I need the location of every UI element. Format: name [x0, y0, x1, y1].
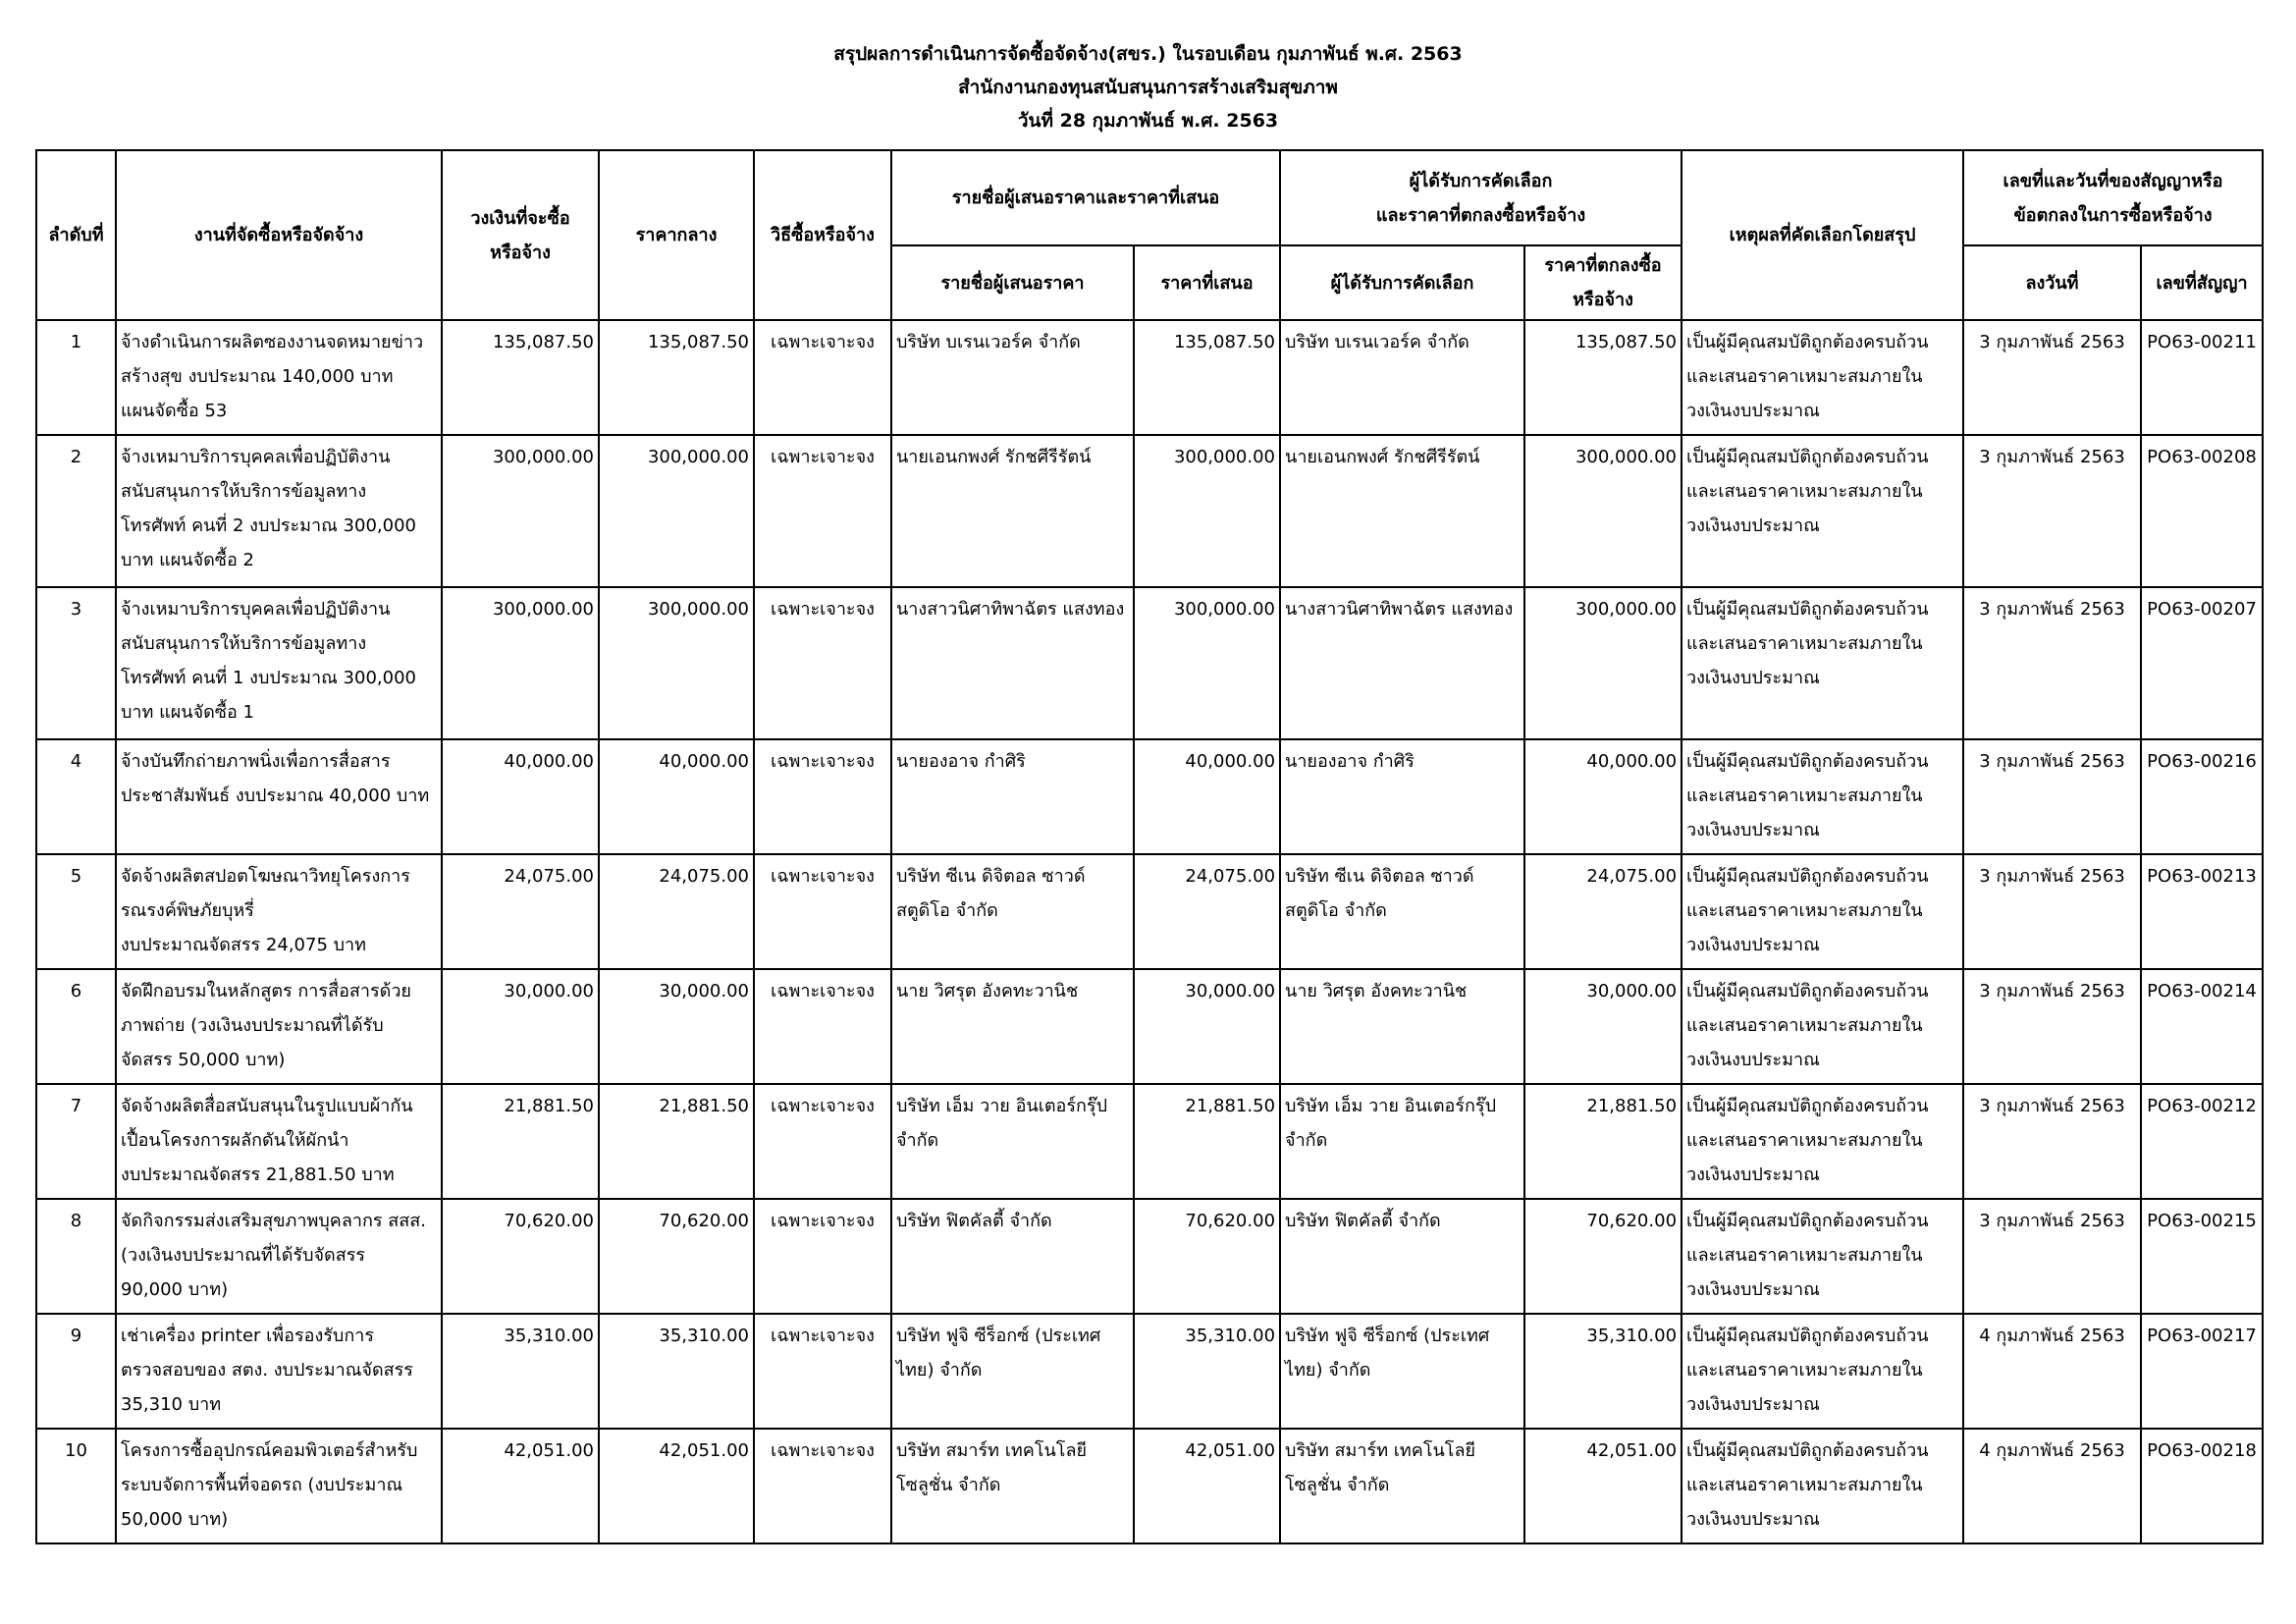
- cell-bid-price: 135,087.50: [1134, 320, 1280, 435]
- cell-bidder-name: บริษัท ฟิตคัลตี้ จำกัด: [891, 1199, 1134, 1314]
- col-header-contract-no: เลขที่สัญญา: [2141, 245, 2263, 320]
- cell-budget: 300,000.00: [442, 587, 599, 739]
- cell-contract-date: 3 กุมภาพันธ์ 2563: [1963, 1084, 2141, 1199]
- cell-method: เฉพาะเจาะจง: [754, 1314, 891, 1429]
- cell-contract-no: PO63-00218: [2141, 1429, 2263, 1543]
- cell-bid-price: 30,000.00: [1134, 969, 1280, 1084]
- cell-no: 5: [36, 854, 116, 969]
- cell-bidder-name: บริษัท ซีเน ดิจิตอล ซาวด์ สตูดิโอ จำกัด: [891, 854, 1134, 969]
- cell-method: เฉพาะเจาะจง: [754, 587, 891, 739]
- col-header-work: งานที่จัดซื้อหรือจัดจ้าง: [116, 150, 442, 320]
- cell-contract-date: 4 กุมภาพันธ์ 2563: [1963, 1314, 2141, 1429]
- col-header-no: ลำดับที่: [36, 150, 116, 320]
- cell-work: จัดจ้างผลิตสื่อสนับสนุนในรูปแบบผ้ากัน เปื้อนโครงการผลักดันให้ผักนำ งบประมาณจัดสรร 21,881.50 บาท: [116, 1084, 442, 1199]
- table-row: [36, 1314, 2263, 1429]
- col-header-contract-group: เลขที่และวันที่ของสัญญาหรือ ข้อตกลงในการซื้อหรือจ้าง: [1963, 150, 2263, 245]
- cell-no: 7: [36, 1084, 116, 1199]
- cell-agreed-price: 24,075.00: [1524, 854, 1682, 969]
- report-title: สรุปผลการดำเนินการจัดซื้อจัดจ้าง(สขร.) ในรอบเดือน กุมภาพันธ์ พ.ศ. 2563: [833, 43, 1463, 65]
- cell-work: จัดจ้างผลิตสปอตโฆษณาวิทยุโครงการ รณรงค์พิษภัยบุหรี่ งบประมาณจัดสรร 24,075 บาท: [116, 854, 442, 969]
- cell-work: โครงการซื้ออุปกรณ์คอมพิวเตอร์สำหรับ ระบบจัดการพื้นที่จอดรถ (งบประมาณ 50,000 บาท): [116, 1429, 442, 1543]
- cell-bid-price: 70,620.00: [1134, 1199, 1280, 1314]
- cell-work: จัดกิจกรรมส่งเสริมสุขภาพบุคลากร สสส. (วงเงินงบประมาณที่ได้รับจัดสรร 90,000 บาท): [116, 1199, 442, 1314]
- cell-agreed-price: 30,000.00: [1524, 969, 1682, 1084]
- cell-median-price: 70,620.00: [599, 1199, 754, 1314]
- cell-work: จ้างเหมาบริการบุคคลเพื่อปฏิบัติงาน สนับสนุนการให้บริการข้อมูลทาง โทรศัพท์ คนที่ 1 งบประมาณ 300,000 บาท แผนจัดซื้อ 1: [116, 587, 442, 739]
- cell-reason: เป็นผู้มีคุณสมบัติถูกต้องครบถ้วน และเสนอราคาเหมาะสมภายใน วงเงินงบประมาณ: [1682, 1199, 1963, 1314]
- cell-method: เฉพาะเจาะจง: [754, 969, 891, 1084]
- cell-bidder-name: บริษัท บเรนเวอร์ค จำกัด: [891, 320, 1134, 435]
- cell-selected-name: บริษัท เอ็ม วาย อินเตอร์กรุ๊ป จำกัด: [1280, 1084, 1524, 1199]
- cell-median-price: 21,881.50: [599, 1084, 754, 1199]
- cell-median-price: 30,000.00: [599, 969, 754, 1084]
- cell-contract-date: 3 กุมภาพันธ์ 2563: [1963, 1199, 2141, 1314]
- cell-median-price: 35,310.00: [599, 1314, 754, 1429]
- cell-median-price: 135,087.50: [599, 320, 754, 435]
- cell-selected-name: นายเอนกพงศ์ รักชศีรีรัตน์: [1280, 435, 1524, 587]
- cell-contract-date: 3 กุมภาพันธ์ 2563: [1963, 320, 2141, 435]
- cell-agreed-price: 42,051.00: [1524, 1429, 1682, 1543]
- cell-reason: เป็นผู้มีคุณสมบัติถูกต้องครบถ้วน และเสนอราคาเหมาะสมภายใน วงเงินงบประมาณ: [1682, 1314, 1963, 1429]
- cell-bidder-name: นาย วิศรุต อังคทะวานิช: [891, 969, 1134, 1084]
- cell-bidder-name: นายองอาจ กำศิริ: [891, 739, 1134, 854]
- cell-bid-price: 24,075.00: [1134, 854, 1280, 969]
- table-row: [36, 1084, 2263, 1199]
- cell-no: 9: [36, 1314, 116, 1429]
- cell-bid-price: 300,000.00: [1134, 587, 1280, 739]
- cell-selected-name: บริษัท ฟิตคัลตี้ จำกัด: [1280, 1199, 1524, 1314]
- table-body: [36, 320, 2263, 1543]
- cell-selected-name: นาย วิศรุต อังคทะวานิช: [1280, 969, 1524, 1084]
- cell-reason: เป็นผู้มีคุณสมบัติถูกต้องครบถ้วน และเสนอราคาเหมาะสมภายใน วงเงินงบประมาณ: [1682, 587, 1963, 739]
- procurement-table: [35, 149, 2264, 1544]
- cell-no: 4: [36, 739, 116, 854]
- agency-name: สำนักงานกองทุนสนับสนุนการสร้างเสริมสุขภาพ: [958, 77, 1338, 98]
- cell-contract-no: PO63-00217: [2141, 1314, 2263, 1429]
- table-row: [36, 435, 2263, 587]
- cell-bidder-name: บริษัท เอ็ม วาย อินเตอร์กรุ๊ป จำกัด: [891, 1084, 1134, 1199]
- cell-budget: 24,075.00: [442, 854, 599, 969]
- col-header-median-price: ราคากลาง: [599, 150, 754, 320]
- col-header-reason: เหตุผลที่คัดเลือกโดยสรุป: [1682, 150, 1963, 320]
- cell-reason: เป็นผู้มีคุณสมบัติถูกต้องครบถ้วน และเสนอราคาเหมาะสมภายใน วงเงินงบประมาณ: [1682, 969, 1963, 1084]
- cell-work: จ้างเหมาบริการบุคคลเพื่อปฏิบัติงาน สนับสนุนการให้บริการข้อมูลทาง โทรศัพท์ คนที่ 2 งบประมาณ 300,000 บาท แผนจัดซื้อ 2: [116, 435, 442, 587]
- cell-agreed-price: 35,310.00: [1524, 1314, 1682, 1429]
- cell-agreed-price: 70,620.00: [1524, 1199, 1682, 1314]
- cell-selected-name: บริษัท สมาร์ท เทคโนโลยี โซลูชั่น จำกัด: [1280, 1429, 1524, 1543]
- col-header-agreed-price: ราคาที่ตกลงซื้อ หรือจ้าง: [1524, 245, 1682, 320]
- cell-contract-date: 3 กุมภาพันธ์ 2563: [1963, 739, 2141, 854]
- cell-bidder-name: นางสาวนิศาทิพาฉัตร แสงทอง: [891, 587, 1134, 739]
- cell-contract-date: 3 กุมภาพันธ์ 2563: [1963, 435, 2141, 587]
- cell-bid-price: 300,000.00: [1134, 435, 1280, 587]
- cell-agreed-price: 40,000.00: [1524, 739, 1682, 854]
- cell-no: 1: [36, 320, 116, 435]
- cell-contract-date: 3 กุมภาพันธ์ 2563: [1963, 969, 2141, 1084]
- cell-reason: เป็นผู้มีคุณสมบัติถูกต้องครบถ้วน และเสนอราคาเหมาะสมภายใน วงเงินงบประมาณ: [1682, 854, 1963, 969]
- cell-method: เฉพาะเจาะจง: [754, 435, 891, 587]
- table-row: [36, 969, 2263, 1084]
- cell-bidder-name: บริษัท สมาร์ท เทคโนโลยี โซลูชั่น จำกัด: [891, 1429, 1134, 1543]
- col-header-contract-date: ลงวันที่: [1963, 245, 2141, 320]
- cell-contract-no: PO63-00212: [2141, 1084, 2263, 1199]
- cell-no: 8: [36, 1199, 116, 1314]
- cell-work: เช่าเครื่อง printer เพื่อรองรับการ ตรวจสอบของ สตง. งบประมาณจัดสรร 35,310 บาท: [116, 1314, 442, 1429]
- cell-contract-date: 3 กุมภาพันธ์ 2563: [1963, 854, 2141, 969]
- table-row: [36, 320, 2263, 435]
- cell-bidder-name: บริษัท ฟูจิ ซีร็อกซ์ (ประเทศ ไทย) จำกัด: [891, 1314, 1134, 1429]
- cell-budget: 70,620.00: [442, 1199, 599, 1314]
- cell-work: จัดฝึกอบรมในหลักสูตร การสื่อสารด้วย ภาพถ่าย (วงเงินงบประมาณที่ได้รับ จัดสรร 50,000 บาท): [116, 969, 442, 1084]
- cell-contract-no: PO63-00213: [2141, 854, 2263, 969]
- cell-selected-name: นายองอาจ กำศิริ: [1280, 739, 1524, 854]
- cell-selected-name: บริษัท บเรนเวอร์ค จำกัด: [1280, 320, 1524, 435]
- cell-contract-date: 3 กุมภาพันธ์ 2563: [1963, 587, 2141, 739]
- cell-agreed-price: 300,000.00: [1524, 587, 1682, 739]
- table-row: [36, 1429, 2263, 1543]
- col-header-bidder-name: รายชื่อผู้เสนอราคา: [891, 245, 1134, 320]
- cell-contract-no: PO63-00214: [2141, 969, 2263, 1084]
- cell-selected-name: บริษัท ซีเน ดิจิตอล ซาวด์ สตูดิโอ จำกัด: [1280, 854, 1524, 969]
- cell-selected-name: บริษัท ฟูจิ ซีร็อกซ์ (ประเทศ ไทย) จำกัด: [1280, 1314, 1524, 1429]
- cell-reason: เป็นผู้มีคุณสมบัติถูกต้องครบถ้วน และเสนอราคาเหมาะสมภายใน วงเงินงบประมาณ: [1682, 739, 1963, 854]
- table-row: [36, 587, 2263, 739]
- cell-budget: 135,087.50: [442, 320, 599, 435]
- cell-median-price: 300,000.00: [599, 435, 754, 587]
- table-row: [36, 854, 2263, 969]
- table-row: [36, 739, 2263, 854]
- cell-work: จ้างบันทึกถ่ายภาพนิ่งเพื่อการสื่อสาร ประชาสัมพันธ์ งบประมาณ 40,000 บาท: [116, 739, 442, 854]
- report-date: วันที่ 28 กุมภาพันธ์ พ.ศ. 2563: [1017, 110, 1279, 132]
- cell-agreed-price: 135,087.50: [1524, 320, 1682, 435]
- cell-work: จ้างดำเนินการผลิตซองงานจดหมายข่าว สร้างสุข งบประมาณ 140,000 บาท แผนจัดซื้อ 53: [116, 320, 442, 435]
- table-row: [36, 1199, 2263, 1314]
- cell-contract-no: PO63-00216: [2141, 739, 2263, 854]
- cell-budget: 42,051.00: [442, 1429, 599, 1543]
- cell-contract-no: PO63-00211: [2141, 320, 2263, 435]
- cell-agreed-price: 21,881.50: [1524, 1084, 1682, 1199]
- cell-method: เฉพาะเจาะจง: [754, 854, 891, 969]
- cell-bidder-name: นายเอนกพงศ์ รักชศีรีรัตน์: [891, 435, 1134, 587]
- col-header-selected-name: ผู้ได้รับการคัดเลือก: [1280, 245, 1524, 320]
- cell-contract-no: PO63-00207: [2141, 587, 2263, 739]
- cell-agreed-price: 300,000.00: [1524, 435, 1682, 587]
- cell-bid-price: 35,310.00: [1134, 1314, 1280, 1429]
- col-header-method: วิธีซื้อหรือจ้าง: [754, 150, 891, 320]
- cell-bid-price: 40,000.00: [1134, 739, 1280, 854]
- cell-selected-name: นางสาวนิศาทิพาฉัตร แสงทอง: [1280, 587, 1524, 739]
- col-header-budget: วงเงินที่จะซื้อ หรือจ้าง: [442, 150, 599, 320]
- cell-method: เฉพาะเจาะจง: [754, 320, 891, 435]
- cell-reason: เป็นผู้มีคุณสมบัติถูกต้องครบถ้วน และเสนอราคาเหมาะสมภายใน วงเงินงบประมาณ: [1682, 320, 1963, 435]
- cell-no: 6: [36, 969, 116, 1084]
- cell-budget: 21,881.50: [442, 1084, 599, 1199]
- cell-method: เฉพาะเจาะจง: [754, 739, 891, 854]
- cell-bid-price: 42,051.00: [1134, 1429, 1280, 1543]
- cell-budget: 40,000.00: [442, 739, 599, 854]
- col-header-bidders-group: รายชื่อผู้เสนอราคาและราคาที่เสนอ: [891, 150, 1280, 245]
- document-header: [0, 37, 2296, 137]
- cell-budget: 300,000.00: [442, 435, 599, 587]
- cell-method: เฉพาะเจาะจง: [754, 1084, 891, 1199]
- cell-budget: 30,000.00: [442, 969, 599, 1084]
- col-header-bid-price: ราคาที่เสนอ: [1134, 245, 1280, 320]
- cell-method: เฉพาะเจาะจง: [754, 1199, 891, 1314]
- cell-no: 3: [36, 587, 116, 739]
- cell-reason: เป็นผู้มีคุณสมบัติถูกต้องครบถ้วน และเสนอราคาเหมาะสมภายใน วงเงินงบประมาณ: [1682, 1084, 1963, 1199]
- cell-contract-no: PO63-00215: [2141, 1199, 2263, 1314]
- cell-median-price: 300,000.00: [599, 587, 754, 739]
- cell-contract-no: PO63-00208: [2141, 435, 2263, 587]
- cell-median-price: 40,000.00: [599, 739, 754, 854]
- cell-budget: 35,310.00: [442, 1314, 599, 1429]
- cell-reason: เป็นผู้มีคุณสมบัติถูกต้องครบถ้วน และเสนอราคาเหมาะสมภายใน วงเงินงบประมาณ: [1682, 435, 1963, 587]
- cell-median-price: 24,075.00: [599, 854, 754, 969]
- cell-reason: เป็นผู้มีคุณสมบัติถูกต้องครบถ้วน และเสนอราคาเหมาะสมภายใน วงเงินงบประมาณ: [1682, 1429, 1963, 1543]
- col-header-selected-group: ผู้ได้รับการคัดเลือก และราคาที่ตกลงซื้อหรือจ้าง: [1280, 150, 1682, 245]
- cell-no: 10: [36, 1429, 116, 1543]
- cell-no: 2: [36, 435, 116, 587]
- cell-method: เฉพาะเจาะจง: [754, 1429, 891, 1543]
- cell-contract-date: 4 กุมภาพันธ์ 2563: [1963, 1429, 2141, 1543]
- cell-bid-price: 21,881.50: [1134, 1084, 1280, 1199]
- cell-median-price: 42,051.00: [599, 1429, 754, 1543]
